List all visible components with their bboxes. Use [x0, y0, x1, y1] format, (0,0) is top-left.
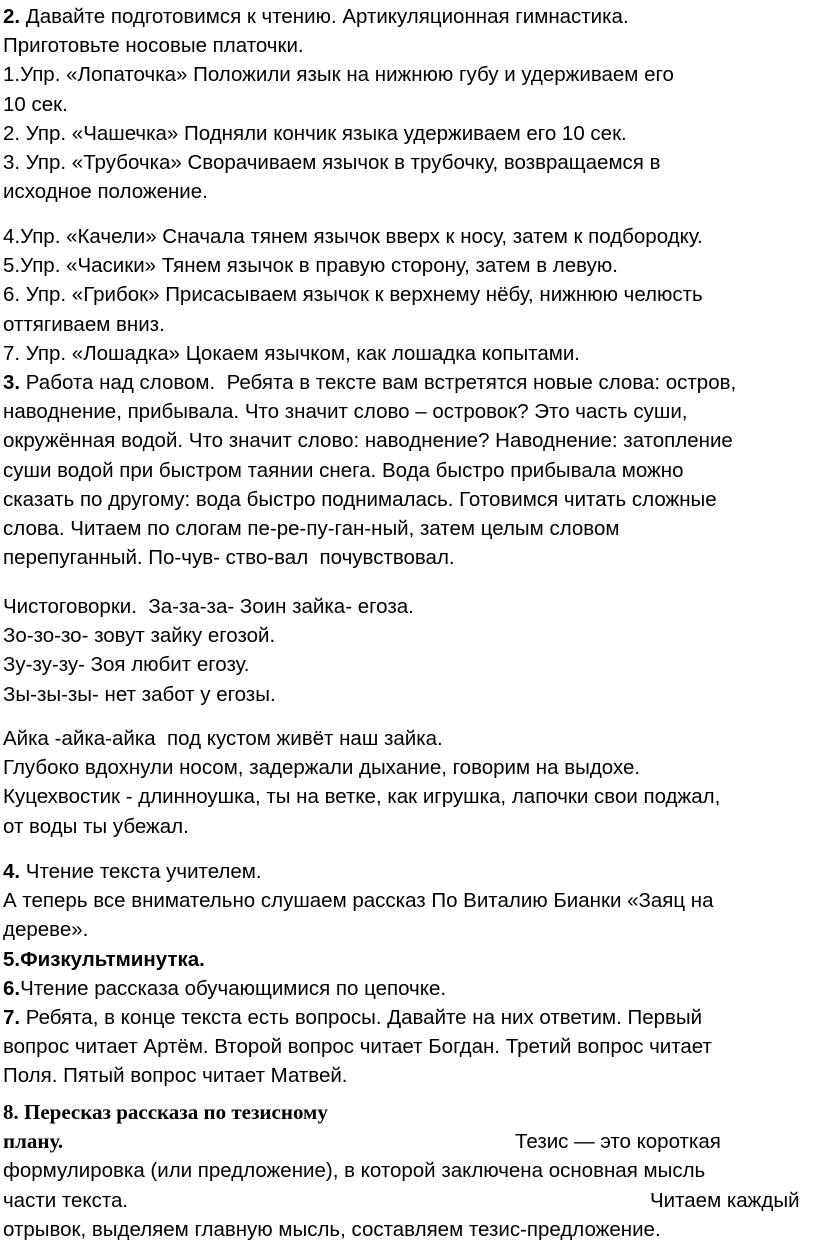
line-text: Чистоговорки. За-за-за- Зоин зайка- егоза. — [3, 595, 414, 618]
section-2-articulation — [3, 2, 813, 206]
line-text: слова. Читаем по слогам пе-ре-пу-ган-ный, затем целым словом — [3, 517, 620, 541]
exercise-line — [3, 310, 813, 339]
bold-marker: 3. — [3, 371, 21, 395]
section-4-line — [3, 1003, 813, 1032]
line-text: 6. Упр. «Грибок» Присасываем язычок к верхнему нёбу, нижнюю челюсть — [3, 283, 703, 307]
section-2-line — [3, 148, 813, 177]
line-text: Чтение текста учителем. — [20, 860, 262, 883]
line-text: наводнение, прибывала. Что значит слово – островок? Это часть суши, — [3, 400, 688, 424]
section-4-line — [3, 974, 813, 1003]
section-2-line — [3, 60, 813, 89]
line-text: суши водой при быстром таянии снега. Вода быстро прибывала можно — [3, 458, 684, 482]
exercise-line — [3, 485, 813, 514]
exercise-line — [3, 251, 813, 280]
exercise-line — [3, 280, 813, 309]
rhyme-line — [3, 724, 813, 753]
section-2-line — [3, 31, 813, 60]
sections-4-to-7 — [3, 857, 813, 1091]
thesis-part-text: части текста. — [3, 1188, 129, 1212]
exercise-line — [3, 339, 813, 368]
line-text: Давайте подготовимся к чтению. Артикуляционная гимнастика. — [20, 5, 629, 28]
section-8-heading-line2: плану. — [3, 1129, 64, 1154]
line-text: 3. Упр. «Трубочка» Сворачиваем язычок в трубочку, возвращаемся в — [3, 151, 661, 175]
line-text: дереве». — [3, 918, 89, 942]
line-text: 4.Упр. «Качели» Сначала тянем язычок вверх к носу, затем к подбородку. — [3, 225, 703, 248]
line-text: сказать по другому: вода быстро поднималась. Готовимся читать сложные — [3, 487, 717, 511]
line-text: Зо-зо-зо- зовут зайку егозой. — [3, 624, 276, 648]
exercise-line — [3, 222, 813, 251]
exercise-line — [3, 397, 813, 426]
line-text: Зу-зу-зу- Зоя любит егозу. — [3, 653, 250, 677]
exercise-line — [3, 456, 813, 485]
section-2-line — [3, 90, 813, 119]
bold-marker: 4. — [3, 860, 21, 883]
rhyme-line — [3, 812, 813, 841]
section-8-retelling — [3, 1098, 813, 1258]
line-text: Работа над словом. Ребята в тексте вам встретятся новые слова: остров, — [20, 371, 737, 395]
exercise-line — [3, 368, 813, 397]
line-text: Приготовьте носовые платочки. — [3, 34, 304, 58]
line-text: 10 сек. — [3, 92, 68, 116]
tongue-twister-line — [3, 680, 813, 709]
line-text: перепуганный. По-чув- ство-вал почувствовал. — [3, 546, 455, 570]
section-4-line — [3, 945, 813, 974]
thesis-definition-start: Тезис — это короткая — [515, 1130, 721, 1154]
line-text: 2. Упр. «Чашечка» Подняли кончик языка удерживаем его 10 сек. — [3, 121, 627, 145]
section-4-line — [3, 857, 813, 886]
section-8-heading-line1: 8. Пересказ рассказа по тезисному — [3, 1100, 328, 1124]
bold-marker: 2. — [3, 5, 21, 28]
tongue-twister-line — [3, 621, 813, 650]
line-text: 7. Упр. «Лошадка» Цокаем язычком, как лошадка копытами. — [3, 341, 580, 365]
rhyme-line — [3, 753, 813, 782]
section-4-line — [3, 1061, 813, 1090]
exercise-line — [3, 543, 813, 572]
line-text: Глубоко вдохнули носом, задержали дыхание, говорим на выдохе. — [3, 756, 641, 780]
thesis-definition-line: формулировка (или предложение), в которой заключена основная мысль — [3, 1159, 706, 1183]
line-text: 1.Упр. «Лопаточка» Положили язык на нижнюю губу и удерживаем его — [3, 63, 674, 87]
section-2-line — [3, 2, 813, 31]
bold-marker: 6. — [3, 976, 21, 1000]
tongue-twisters — [3, 592, 813, 709]
section-4-line — [3, 886, 813, 915]
read-each-start: Читаем каждый — [650, 1188, 800, 1212]
line-text: Куцехвостик - длинноушка, ты на ветке, как игрушка, лапочки свои поджал, — [3, 785, 721, 809]
line-text: А теперь все внимательно слушаем рассказ По Виталию Бианки «Заяц на — [3, 889, 714, 913]
exercise-line — [3, 514, 813, 543]
section-exercises-and-word-work — [3, 222, 813, 572]
rhyme-and-breathing — [3, 724, 813, 841]
exercise-line — [3, 426, 813, 455]
line-text: исходное положение. — [3, 180, 208, 204]
section-2-line — [3, 177, 813, 206]
line-text: Зы-зы-зы- нет забот у егозы. — [3, 682, 276, 706]
bold-marker: 7. — [3, 1006, 21, 1030]
thesis-instruction-line: отрывок, выделяем главную мысль, составляем тезис-предложение. — [3, 1217, 661, 1241]
tongue-twister-line — [3, 650, 813, 679]
line-text: окружённая водой. Что значит слово: наводнение? Наводнение: затопление — [3, 429, 733, 453]
line-text: Поля. Пятый вопрос читает Матвей. — [3, 1064, 348, 1088]
line-text: от воды ты убежал. — [3, 814, 189, 838]
line-text: Ребята, в конце текста есть вопросы. Давайте на них ответим. Первый — [20, 1006, 703, 1030]
tongue-twister-line — [3, 592, 813, 621]
line-text: Айка -айка-айка под кустом живёт наш зайка. — [3, 727, 443, 750]
line-text: вопрос читает Артём. Второй вопрос читает Богдан. Третий вопрос читает — [3, 1035, 712, 1059]
line-text: оттягиваем вниз. — [3, 312, 165, 336]
line-text: Чтение рассказа обучающимися по цепочке. — [20, 976, 447, 1000]
section-2-line — [3, 119, 813, 148]
bold-marker: 5.Физкультминутка. — [3, 947, 205, 971]
section-4-line — [3, 915, 813, 944]
rhyme-line — [3, 782, 813, 811]
line-text: 5.Упр. «Часики» Тянем язычок в правую сторону, затем в левую. — [3, 254, 618, 278]
section-4-line — [3, 1032, 813, 1061]
